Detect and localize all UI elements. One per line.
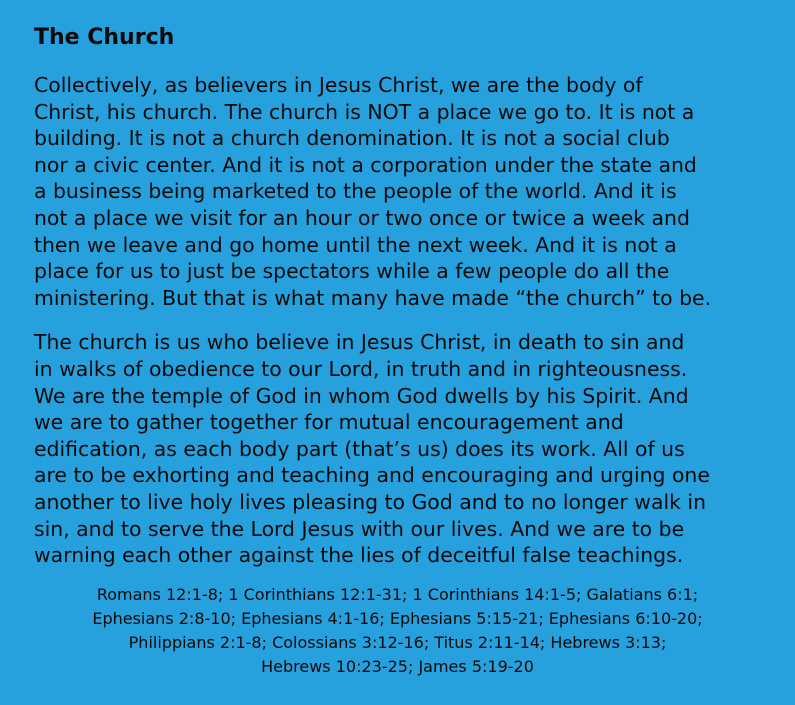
paragraph-line: are to be exhorting and teaching and encouraging and urging one xyxy=(34,463,710,488)
paragraph-line: ministering. But that is what many have made “the church” to be. xyxy=(34,285,712,310)
paragraph-line: then we leave and go home until the next week. And it is not a xyxy=(34,232,677,257)
paragraph-line: in walks of obedience to our Lord, in truth and in righteousness. xyxy=(34,356,688,381)
paragraph-line: nor a civic center. And it is not a corporation under the state and xyxy=(34,152,697,177)
paragraph-line: a business being marketed to the people of the world. And it is xyxy=(34,179,677,204)
paragraph-line: not a place we visit for an hour or two once or twice a week and xyxy=(34,205,690,230)
page-title: The Church xyxy=(34,25,175,50)
paragraph-line: Collectively, as believers in Jesus Christ, we are the body of xyxy=(34,73,643,97)
paragraph-line: another to live holy lives pleasing to God and to no longer walk in xyxy=(34,489,707,514)
reference-line: Ephesians 2:8-10; Ephesians 4:1-16; Ephesians 5:15-21; Ephesians 6:10-20; xyxy=(92,608,703,628)
reference-line: Hebrews 10:23-25; James 5:19-20 xyxy=(261,656,534,676)
reference-line: Philippians 2:1-8; Colossians 3:12-16; Titus 2:11-14; Hebrews 3:13; xyxy=(128,632,667,652)
paragraph-line: building. It is not a church denomination. It is not a social club xyxy=(34,126,670,151)
paragraph-line: We are the temple of God in whom God dwells by his Spirit. And xyxy=(34,383,689,408)
paragraph-church-is-us xyxy=(34,329,775,568)
paragraph-line: warning each other against the lies of deceitful false teachings. xyxy=(34,543,684,568)
paragraph-line: The church is us who believe in Jesus Christ, in death to sin and xyxy=(34,330,685,355)
paragraph-body-of-christ xyxy=(34,72,775,311)
reference-line: Romans 12:1-8; 1 Corinthians 12:1-31; 1 Corinthians 14:1-5; Galatians 6:1; xyxy=(96,584,699,604)
paragraph-line: Christ, his church. The church is NOT a place we go to. It is not a xyxy=(34,99,695,124)
paragraph-line: edification, as each body part (that’s us) does its work. All of us xyxy=(34,436,685,461)
paragraph-line: place for us to just be spectators while a few people do all the xyxy=(34,259,670,284)
scripture-references xyxy=(0,583,795,679)
paragraph-line: sin, and to serve the Lord Jesus with our lives. And we are to be xyxy=(34,516,685,541)
paragraph-line: we are to gather together for mutual encouragement and xyxy=(34,410,624,435)
